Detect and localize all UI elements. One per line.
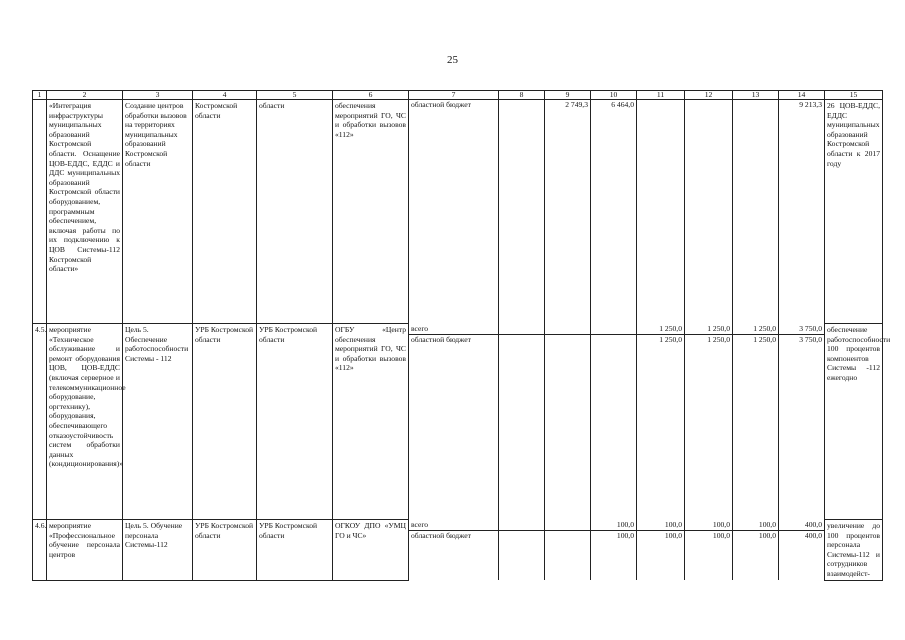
goal: Создание центров обработки вызовов на территориях муниципальных образований Костромской области — [123, 100, 193, 324]
amount-cell — [685, 520, 733, 581]
header-cell: 2 — [47, 91, 123, 100]
amount-cell — [685, 100, 733, 324]
amount-cell — [637, 520, 685, 581]
cell-stack — [409, 324, 498, 345]
amount-value — [499, 531, 544, 541]
header-cell: 7 — [409, 91, 499, 100]
funding-source — [409, 520, 499, 581]
funding-source-line: областной бюджет — [411, 334, 471, 344]
executor: ОГКОУ ДПО «УМЦ ГО и ЧС» — [333, 520, 409, 581]
amount-value: 100,0 — [758, 530, 776, 540]
header-cell: 15 — [825, 91, 883, 100]
amount-cell — [733, 100, 779, 324]
amount-value — [591, 324, 636, 335]
amount-value — [685, 100, 732, 110]
header-cell: 1 — [33, 91, 47, 100]
header-cell: 14 — [779, 91, 825, 100]
funding-source-line: областной бюджет — [411, 530, 471, 540]
amount-value: 400,0 — [804, 530, 822, 540]
funding-source-line: всего — [409, 324, 498, 335]
header-cell: 10 — [591, 91, 637, 100]
cell-stack — [685, 324, 732, 345]
cell-stack — [499, 100, 544, 110]
row-number: 4.5. — [33, 324, 47, 520]
expected-result: обеспечение работоспособности 100 процентов компонентов Системы -112 ежегодно — [825, 324, 883, 520]
amount-value: 100,0 — [637, 520, 684, 531]
amount-cell — [733, 324, 779, 520]
amount-value: 6 464,0 — [611, 100, 634, 109]
cell-stack — [779, 520, 824, 541]
header-cell: 12 — [685, 91, 733, 100]
cell-stack — [591, 100, 636, 110]
amount-value: 1 250,0 — [753, 334, 776, 344]
amount-cell — [779, 324, 825, 520]
amount-cell — [779, 520, 825, 581]
cell-stack — [409, 520, 498, 541]
amount-value — [545, 520, 590, 531]
amount-value — [545, 324, 590, 335]
table-row — [33, 520, 883, 581]
amount-value: 100,0 — [591, 520, 636, 531]
amount-value: 100,0 — [733, 520, 778, 531]
header-cell: 5 — [257, 91, 333, 100]
header-cell: 6 — [333, 91, 409, 100]
amount-value — [733, 100, 778, 110]
amount-value: 2 749,3 — [565, 100, 588, 109]
expected-result: 26 ЦОВ-ЕДДС, ЕДДС муниципальных образований Костромской области к 2017 году — [825, 100, 883, 324]
funding-source-line: всего — [409, 520, 498, 531]
amount-cell — [637, 324, 685, 520]
amount-value: 1 250,0 — [685, 324, 732, 335]
goal: Цель 5. Обеспечение работоспособности Системы - 112 — [123, 324, 193, 520]
cell-stack — [409, 100, 498, 110]
amount-value — [499, 324, 544, 335]
coexecutor: УРБ Костромской области — [257, 520, 333, 581]
cell-stack — [733, 100, 778, 110]
responsible: УРБ Костромской области — [193, 324, 257, 520]
funding-source-line: областной бюджет — [411, 100, 471, 109]
amount-cell — [637, 100, 685, 324]
amount-cell — [499, 324, 545, 520]
cell-stack — [733, 520, 778, 541]
amount-value: 1 250,0 — [659, 334, 682, 344]
amount-cell — [499, 100, 545, 324]
amount-value — [545, 531, 590, 541]
row-number — [33, 100, 47, 324]
funding-source — [409, 324, 499, 520]
cell-stack — [637, 100, 684, 110]
cell-stack — [779, 324, 824, 345]
executor: обеспечения мероприятий ГО, ЧС и обработки вызовов «112» — [333, 100, 409, 324]
amount-value: 1 250,0 — [707, 334, 730, 344]
amount-value — [591, 335, 636, 345]
amount-value — [499, 520, 544, 531]
amount-cell — [545, 100, 591, 324]
row-number: 4.6. — [33, 520, 47, 581]
executor: ОГБУ «Центр обеспечения мероприятий ГО, ЧС и обработки вызовов «112» — [333, 324, 409, 520]
coexecutor: области — [257, 100, 333, 324]
header-cell: 11 — [637, 91, 685, 100]
coexecutor: УРБ Костромской области — [257, 324, 333, 520]
amount-cell — [545, 520, 591, 581]
header-cell: 3 — [123, 91, 193, 100]
funding-source — [409, 100, 499, 324]
table-row — [33, 324, 883, 520]
cell-stack — [637, 520, 684, 541]
amount-value: 1 250,0 — [637, 324, 684, 335]
amount-value: 400,0 — [779, 520, 824, 531]
table-row — [33, 100, 883, 324]
cell-stack — [545, 520, 590, 541]
cell-stack — [685, 100, 732, 110]
program-table — [32, 90, 891, 581]
header-cell: 8 — [499, 91, 545, 100]
amount-value — [499, 100, 544, 110]
responsible: Костромской области — [193, 100, 257, 324]
event-name: «Интеграция инфраструктуры муниципальных образований Костромской области. Оснащение ЦОВ-ЕДДС, ЕДДС и ДДС муниципальных образований Костромской области оборудованием, программным обеспечением, включая работы по их подключению к ЦОВ Системы-112 Костромской области» — [47, 100, 123, 324]
amount-cell — [499, 520, 545, 581]
amount-cell — [591, 324, 637, 520]
header-cell: 13 — [733, 91, 779, 100]
goal: Цель 5. Обучение персонала Системы-112 — [123, 520, 193, 581]
event-name: мероприятие «Профессиональное обучение персонала центров — [47, 520, 123, 581]
amount-value — [545, 335, 590, 345]
cell-stack — [591, 520, 636, 541]
amount-value: 100,0 — [616, 530, 634, 540]
cell-stack — [733, 324, 778, 345]
cell-stack — [545, 324, 590, 345]
amount-cell — [545, 324, 591, 520]
amount-cell — [779, 100, 825, 324]
cell-stack — [779, 100, 824, 110]
amount-value — [637, 100, 684, 110]
amount-value: 100,0 — [712, 530, 730, 540]
amount-value — [499, 335, 544, 345]
cell-stack — [499, 520, 544, 541]
amount-value: 9 213,3 — [799, 100, 822, 109]
responsible: УРБ Костромской области — [193, 520, 257, 581]
page-number: 25 — [447, 54, 458, 66]
amount-value: 3 750,0 — [799, 334, 822, 344]
amount-value: 100,0 — [664, 530, 682, 540]
cell-stack — [545, 100, 590, 110]
amount-cell — [685, 324, 733, 520]
amount-value: 100,0 — [685, 520, 732, 531]
amount-cell — [591, 520, 637, 581]
amount-value: 1 250,0 — [733, 324, 778, 335]
cell-stack — [499, 324, 544, 345]
header-cell: 4 — [193, 91, 257, 100]
event-name: мероприятие «Техническое обслуживание и ремонт оборудования ЦОВ, ЦОВ-ЕДДС (включая серверное и телекоммуникационное оборудование, оргтехнику), оборудования, обеспечивающего отказоустойчивость систем обработки данных (кондиционирования)» — [47, 324, 123, 520]
cell-stack — [685, 520, 732, 541]
header-row — [33, 91, 883, 100]
amount-value: 3 750,0 — [779, 324, 824, 335]
cell-stack — [637, 324, 684, 345]
amount-cell — [591, 100, 637, 324]
cell-stack — [591, 324, 636, 345]
amount-cell — [733, 520, 779, 581]
expected-result: увеличение до 100 процентов персонала Системы-112 и сотрудников взаимодейст- — [825, 520, 883, 581]
header-cell: 9 — [545, 91, 591, 100]
